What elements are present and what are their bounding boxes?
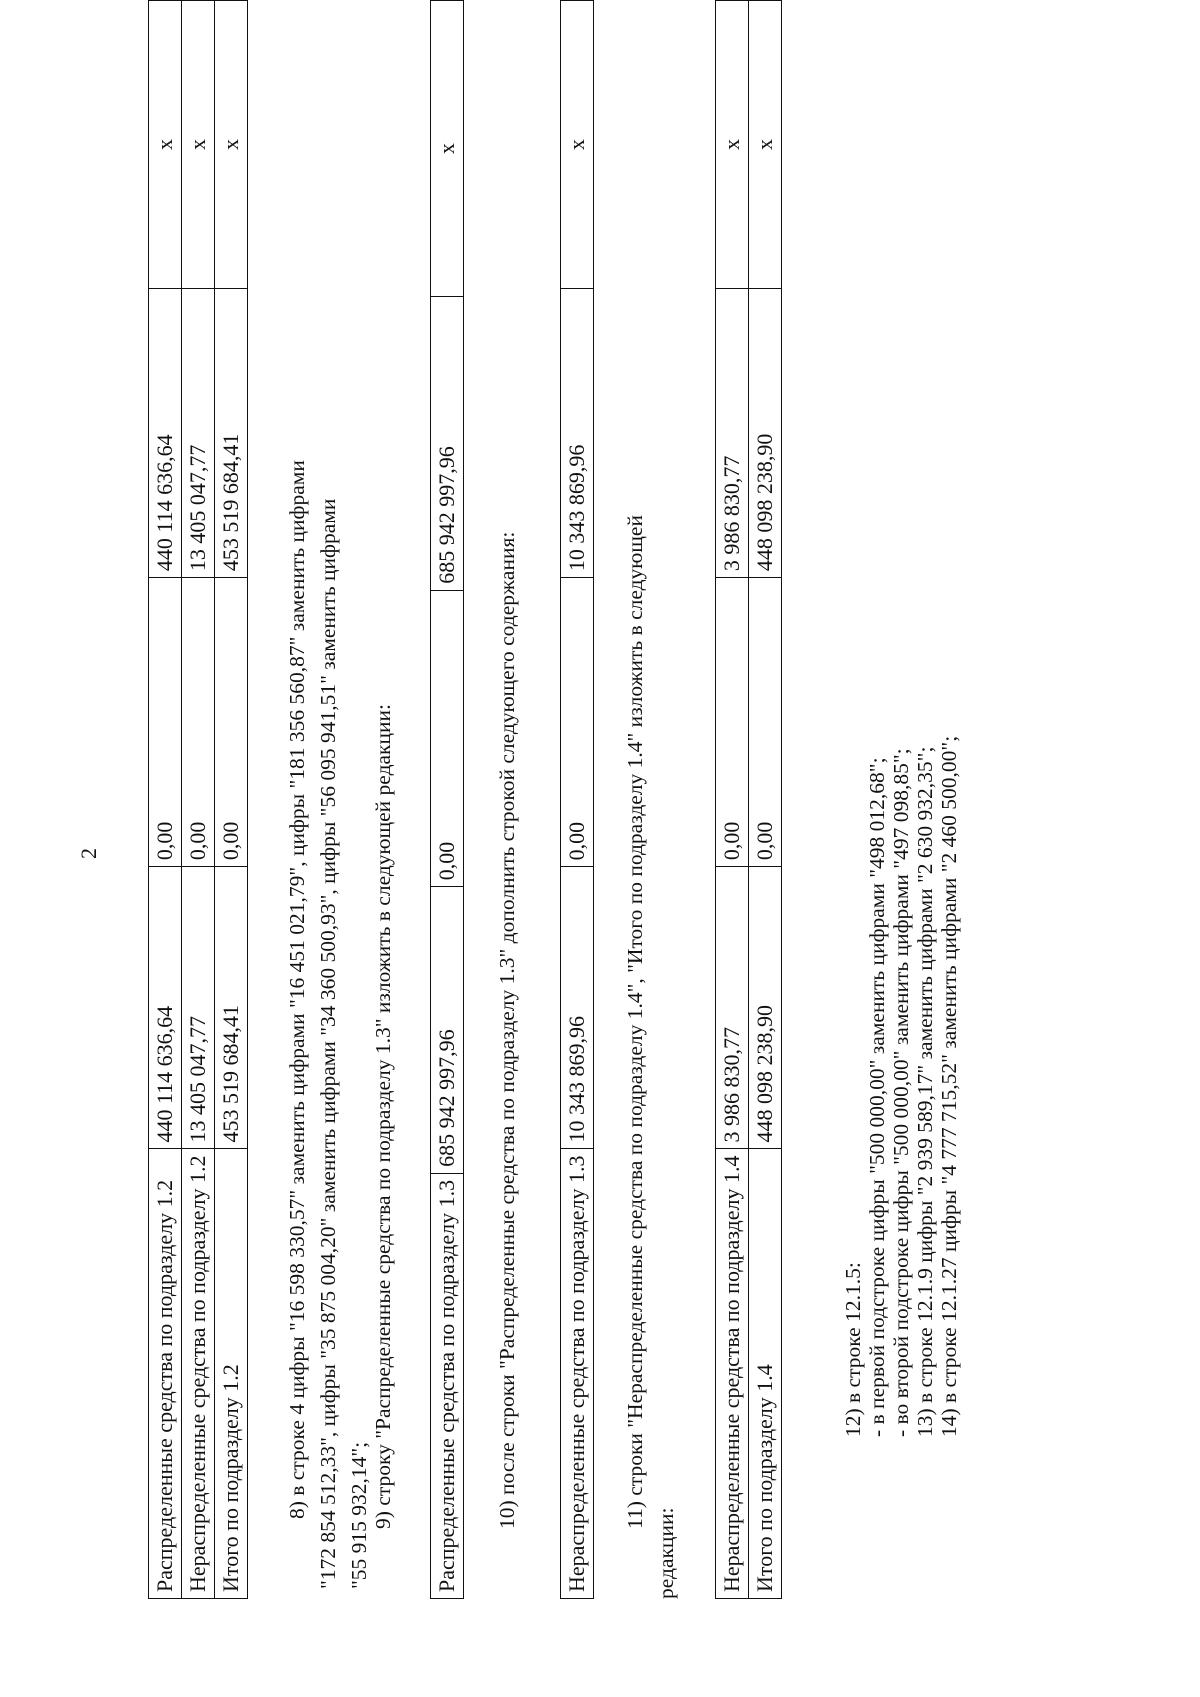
table-cell: 10 343 869,96 — [561, 867, 594, 1149]
paragraph-8-line-1: 8) в строке 4 цифры "16 598 330,57" заменить цифрами "16 451 021,79", цифры "181 356 560,87" заменить цифрами — [285, 460, 309, 1519]
table-cell: 685 942 997,96 — [431, 887, 464, 1174]
table-row — [431, 1, 464, 1599]
table-subsection-1-3-unallocated — [560, 0, 594, 1599]
table-row — [215, 1, 248, 1599]
paragraph-13: 13) в строке 12.1.9 цифры "2 939 589,17" заменить цифрами "2 630 932,35"; — [913, 746, 937, 1437]
table-cell: 453 519 684,41 — [215, 867, 248, 1149]
table-cell: 10 343 869,96 — [561, 289, 594, 578]
table-cell: 0,00 — [431, 590, 464, 887]
table-subsection-1-3 — [430, 0, 464, 1599]
table-cell: 0,00 — [716, 578, 749, 867]
table-cell: Распределенные средства по подразделу 1.3 — [431, 1173, 464, 1598]
table-cell: Итого по подразделу 1.2 — [215, 1149, 248, 1599]
paragraph-8-line-2: "172 854 512,33", цифры "35 875 004,20" заменить цифрами "34 360 500,93", цифры "56 095 941,51" заменить цифрами — [316, 498, 340, 1589]
table-cell: 0,00 — [182, 578, 215, 867]
table-cell: Распределенные средства по подразделу 1.2 — [149, 1149, 182, 1599]
paragraph-11-line-1: 11) строки "Нераспределенные средства по подразделу 1.4", "Итого по подразделу 1.4" изложить в следующей — [623, 515, 647, 1529]
paragraph-8-line-3: "55 915 932,14"; — [347, 1441, 371, 1589]
paragraph-14: 14) в строке 12.1.27 цифры "4 777 715,52" заменить цифрами "2 460 500,00"; — [937, 735, 961, 1437]
paragraph-9: 9) строку "Распределенные средства по подразделу 1.3" изложить в следующей редакции: — [371, 704, 395, 1529]
table-row — [149, 1, 182, 1599]
table-cell: 13 405 047,77 — [182, 288, 215, 577]
table-cell: Итого по подразделу 1.4 — [749, 1149, 782, 1599]
table-cell: x — [561, 1, 594, 289]
paragraph-10: 10) после строки "Распределенные средства по подразделу 1.3" дополнить строкой следующего содержания: — [495, 531, 519, 1529]
table-cell: 0,00 — [749, 578, 782, 867]
table-row — [561, 1, 594, 1599]
table-cell: x — [749, 1, 782, 289]
table-cell: Нераспределенные средства по подразделу 1.4 — [716, 1149, 749, 1599]
table-subsection-1-2 — [148, 0, 248, 1599]
table-cell: 448 098 238,90 — [749, 867, 782, 1149]
table-cell: x — [716, 1, 749, 289]
table-cell: x — [431, 1, 464, 297]
page-number: 2 — [76, 848, 101, 859]
table-cell: 685 942 997,96 — [431, 297, 464, 591]
table-cell: 0,00 — [215, 578, 248, 867]
table-row — [749, 1, 782, 1599]
table-cell: 13 405 047,77 — [182, 867, 215, 1149]
table-cell: 440 114 636,64 — [149, 867, 182, 1149]
table-cell: 3 986 830,77 — [716, 867, 749, 1149]
table-cell: Нераспределенные средства по подразделу 1.2 — [182, 1149, 215, 1599]
paragraph-12-line-1: 12) в строке 12.1.5: — [841, 1262, 865, 1437]
table-cell: 3 986 830,77 — [716, 288, 749, 577]
table-cell: x — [149, 1, 182, 289]
paragraph-12-line-2: - в первой подстроке цифры "500 000,00" заменить цифрами "498 012,68"; — [865, 757, 889, 1437]
table-row — [182, 1, 215, 1599]
table-cell: 0,00 — [149, 578, 182, 867]
table-cell: 0,00 — [561, 578, 594, 867]
table-row — [716, 1, 749, 1599]
table-cell: x — [215, 1, 248, 289]
table-subsection-1-4 — [715, 0, 782, 1599]
table-cell: 453 519 684,41 — [215, 288, 248, 577]
table-cell: 440 114 636,64 — [149, 288, 182, 577]
paragraph-12-line-3: - во второй подстроке цифры "500 000,00" заменить цифрами "497 098,85"; — [889, 748, 913, 1437]
paragraph-11-line-2: редакции: — [654, 1507, 678, 1599]
table-cell: x — [182, 1, 215, 289]
table-cell: Нераспределенные средства по подразделу 1.3 — [561, 1149, 594, 1599]
table-cell: 448 098 238,90 — [749, 288, 782, 577]
